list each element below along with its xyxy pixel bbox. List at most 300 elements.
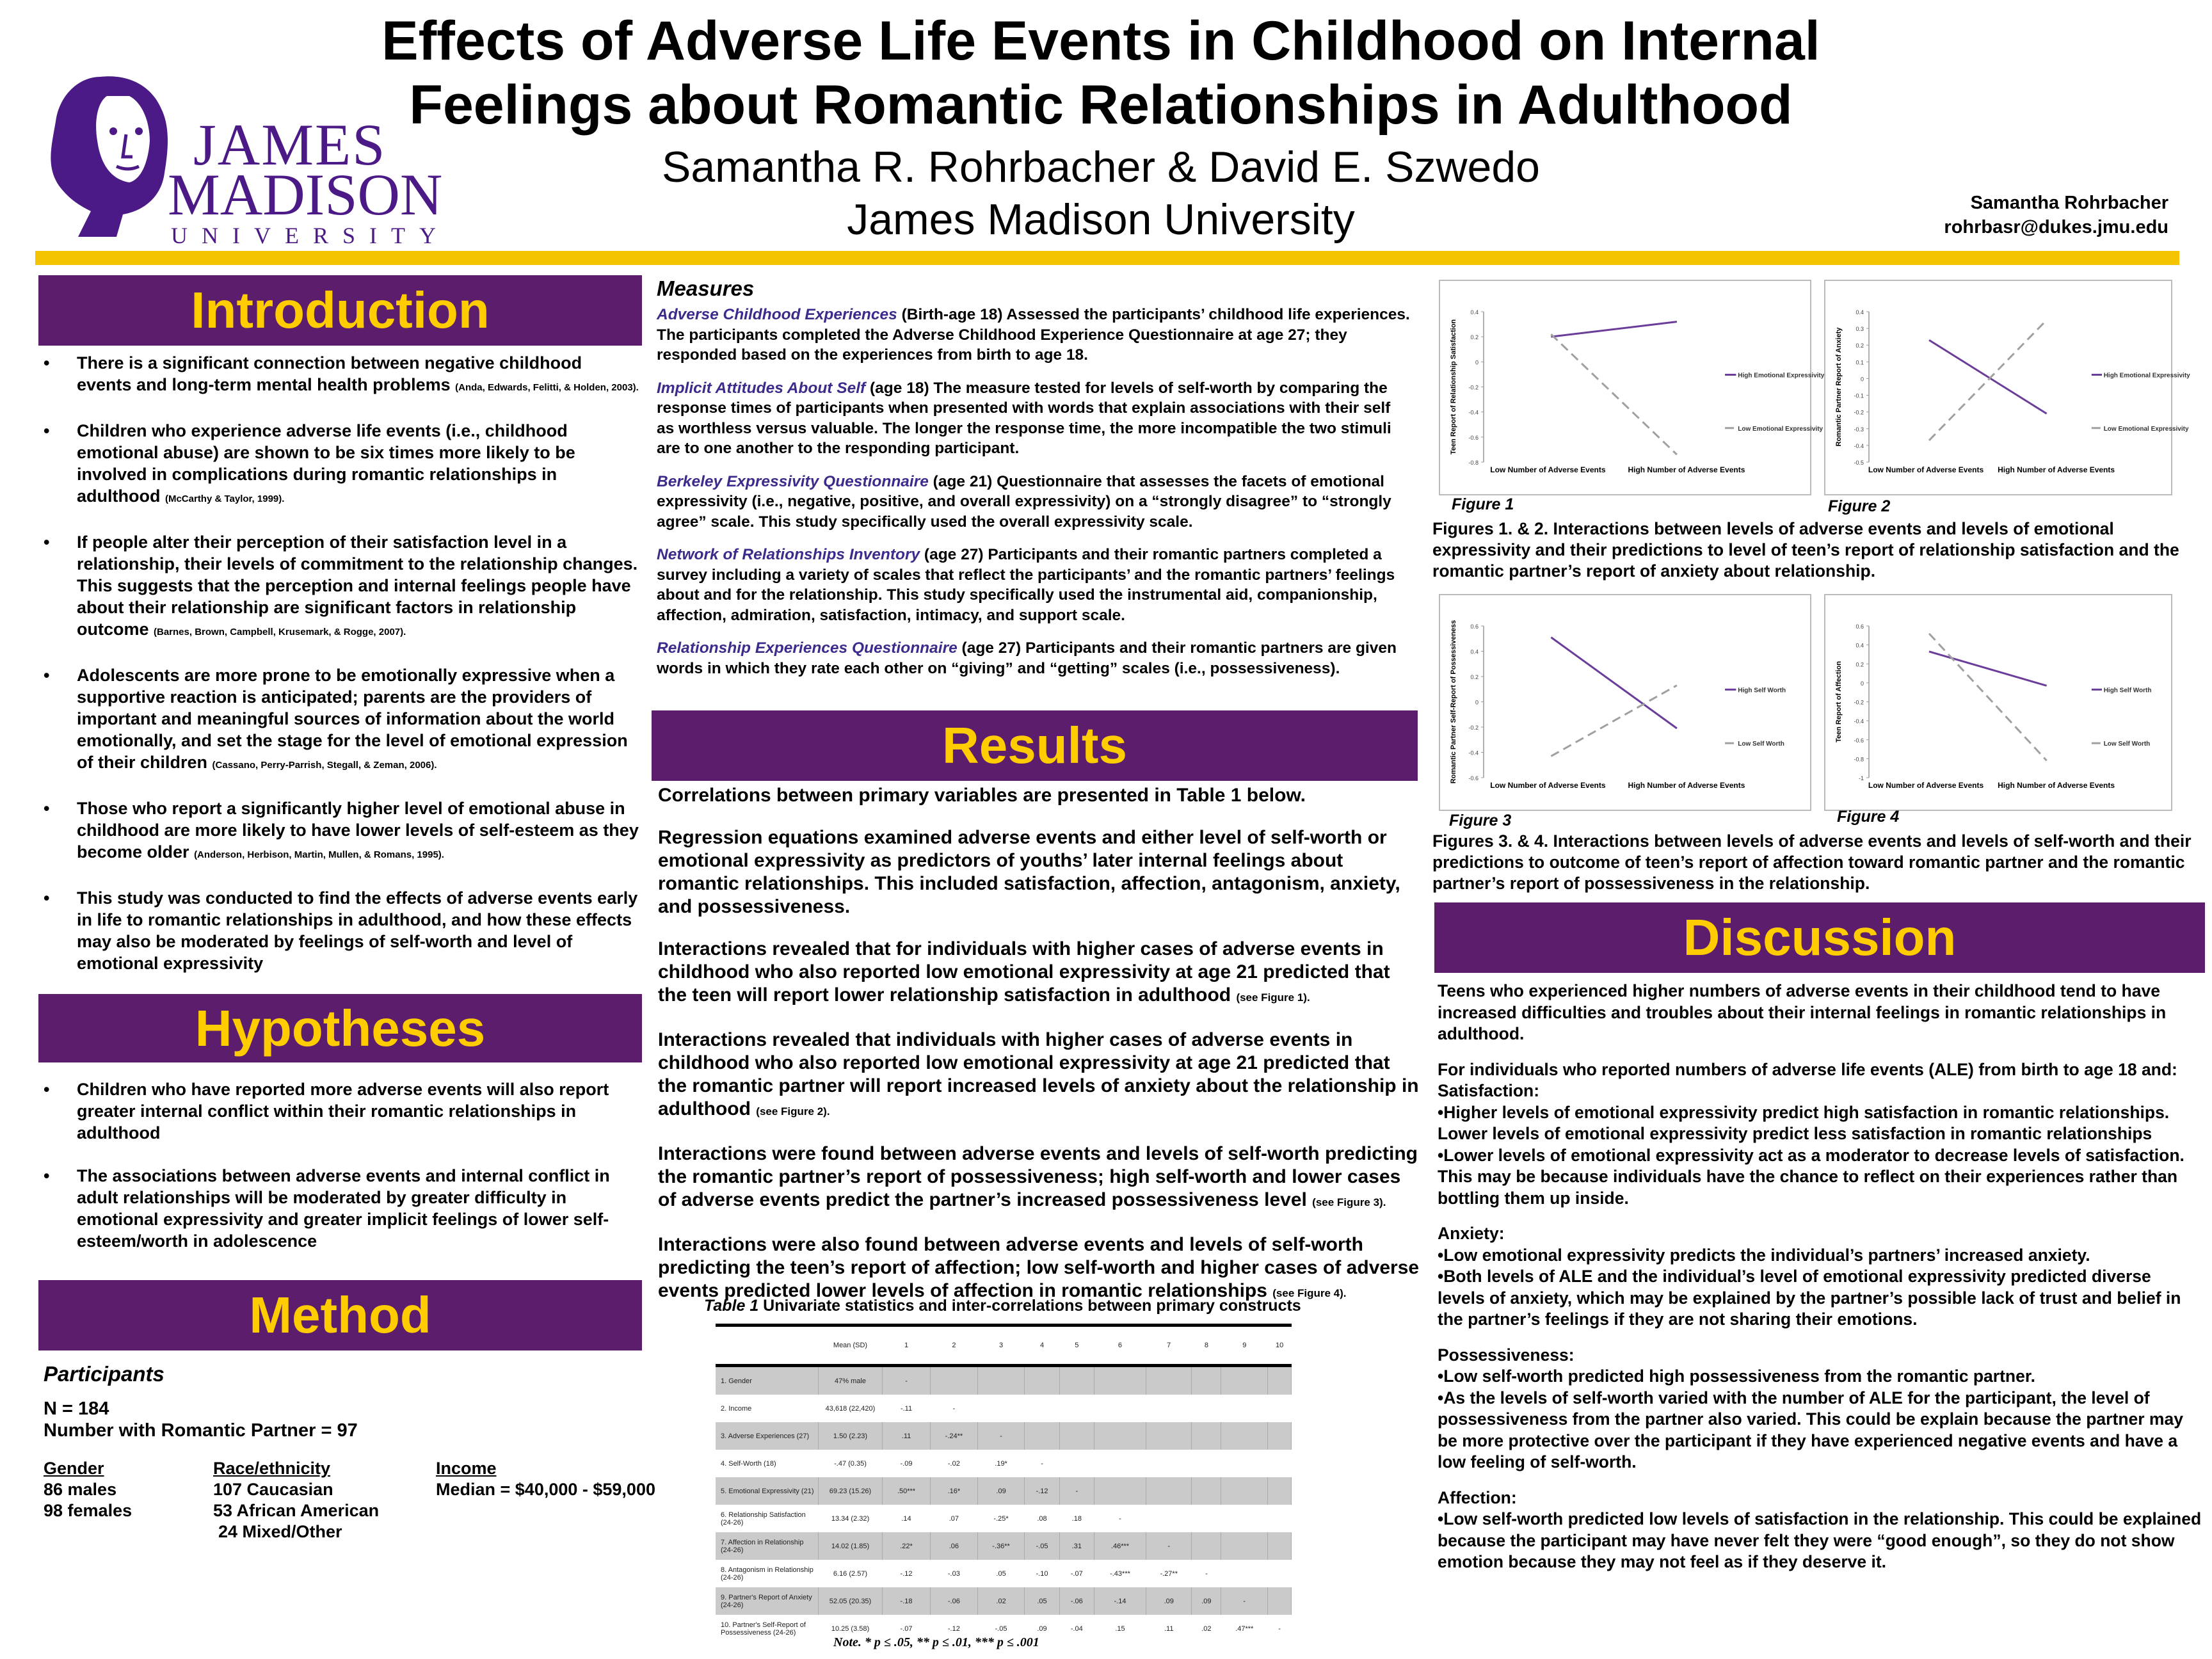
discussion-line: •Higher levels of emotional expressivity predict high satisfaction in romantic relationships. Lower levels of emotional expressivity predict less satisfaction in romantic relationships: [1438, 1102, 2170, 1143]
hypothesis-item: [38, 1078, 627, 1144]
participants-partner: Number with Romantic Partner = 97: [44, 1420, 358, 1441]
table-cell: [977, 1395, 1025, 1422]
measure-item: [657, 545, 1412, 625]
citation: (Anderson, Herbison, Martin, Mullen, & Romans, 1995).: [194, 849, 444, 860]
table-cell: -: [1205, 1569, 1208, 1578]
table-cell: .09: [1146, 1587, 1192, 1615]
citation: (Cassano, Perry-Parrish, Stegall, & Zeman, 2006).: [212, 760, 437, 771]
table-header-row: [716, 1327, 1292, 1366]
method-heading-text: Method: [249, 1286, 431, 1343]
table-caption: [704, 1297, 1301, 1315]
y-axis-label: Romantic Partner Report of Anxiety: [1835, 327, 1843, 447]
table-cell: .07: [949, 1514, 959, 1523]
introduction-bullet: [38, 797, 640, 866]
measures-heading: Measures: [657, 276, 755, 300]
table-header-cell: Mean (SD): [819, 1327, 883, 1366]
table-caption-text: Univariate statistics and inter-correlations between primary constructs: [758, 1297, 1301, 1315]
table-cell: -.05: [995, 1624, 1007, 1633]
table-cell: -: [883, 1366, 931, 1395]
table-cell: [1025, 1395, 1059, 1422]
table-row-label: 7. Affection in Relationship (24-26): [716, 1532, 819, 1560]
figure-3-chart: [1439, 594, 1811, 811]
y-tick-label: 0: [1860, 680, 1864, 687]
table-cell: [1268, 1395, 1292, 1422]
table-cell-mean: 47% male: [819, 1366, 883, 1395]
table-cell: .18: [1071, 1514, 1082, 1523]
table-cell: [1059, 1422, 1094, 1450]
table-row: [716, 1422, 1292, 1450]
table-row: [716, 1366, 1292, 1395]
y-tick-label: -0.4: [1468, 749, 1479, 757]
discussion-block: [1438, 1487, 2202, 1573]
table-cell: .09: [1192, 1587, 1221, 1615]
measure-name: Adverse Childhood Experiences: [657, 306, 897, 323]
table-cell: .05: [1025, 1587, 1059, 1615]
series-line-high: [1929, 652, 2047, 685]
table-header-cell: 4: [1025, 1327, 1059, 1366]
measures-section: [657, 276, 1412, 691]
measure-name: Network of Relationships Inventory: [657, 546, 920, 563]
bullet-text: There is a significant connection between negative childhood events and long-term mental health problems: [77, 353, 582, 394]
series-line-high: [1551, 322, 1677, 337]
measure-name: Relationship Experiences Questionnaire: [657, 639, 958, 657]
table-row: [716, 1587, 1292, 1615]
y-axis-label: Teen Report of Relationship Satisfaction: [1450, 319, 1457, 455]
introduction-heading: [38, 275, 642, 346]
y-tick-label: 0.6: [1470, 623, 1479, 630]
income-value: Median = $40,000 - $59,000: [436, 1480, 655, 1499]
measure-description: (age 27) Participants and their romantic partners are given words in which they rate each other on “giving” and “getting” scales (i.e., possessiveness).: [657, 639, 1397, 677]
race-block: [213, 1458, 379, 1543]
table-cell: [1268, 1560, 1292, 1587]
bullet-text: Those who report a significantly higher level of emotional abuse in childhood are more likely to have lower levels of self-esteem as they become older: [77, 799, 639, 862]
table-row-label: 2. Income: [721, 1404, 752, 1413]
table-cell-mean: -.47 (0.35): [834, 1459, 867, 1468]
race-item: 24 Mixed/Other: [218, 1522, 342, 1541]
table-cell: -.43***: [1110, 1569, 1130, 1578]
introduction-bullet: [38, 531, 640, 643]
race-label: Race/ethnicity: [213, 1459, 331, 1478]
table-note: Note. * p ≤ .05, ** p ≤ .01, *** p ≤ .001: [833, 1635, 1039, 1649]
method-heading: [38, 1280, 642, 1350]
table-row: [716, 1450, 1292, 1477]
table-cell: [1221, 1560, 1268, 1587]
y-tick-label: -0.8: [1468, 460, 1479, 466]
table-cell: .08: [1037, 1514, 1047, 1523]
table-cell: [1192, 1395, 1221, 1422]
table-header-cell: 2: [931, 1327, 978, 1366]
table-cell: [977, 1366, 1025, 1395]
discussion-block: [1438, 1345, 2202, 1473]
x-category-label: Low Number of Adverse Events: [1490, 465, 1606, 474]
table-cell: [931, 1366, 978, 1395]
table-cell: .15: [1115, 1624, 1125, 1633]
y-tick-label: -1: [1858, 775, 1864, 781]
table-cell: .19*: [995, 1459, 1007, 1468]
table-cell: [1059, 1450, 1094, 1477]
figure-reference: (see Figure 3).: [1312, 1196, 1386, 1208]
measure-item: [657, 638, 1412, 678]
y-tick-label: 0.2: [1855, 661, 1864, 668]
y-axis-label: Teen Report of Affection: [1835, 661, 1843, 743]
table-cell: -.03: [947, 1569, 960, 1578]
table-cell: .06: [931, 1532, 978, 1560]
logo-madison: MADISON: [168, 162, 443, 227]
table-cell: [1146, 1450, 1192, 1477]
table-cell: -.12: [900, 1569, 913, 1578]
legend-label: Low Self Worth: [1738, 741, 1784, 748]
correlation-table: [716, 1324, 1292, 1642]
series-line-low: [1551, 334, 1677, 454]
contact-email[interactable]: rohrbasr@dukes.jmu.edu: [1944, 217, 2168, 237]
introduction-heading-text: Introduction: [191, 282, 490, 339]
table-cell: .11: [1164, 1624, 1174, 1633]
table-cell-mean: 10.25 (3.58): [831, 1624, 870, 1633]
title-line-1: Effects of Adverse Life Events in Childhood on Internal: [381, 10, 1820, 72]
discussion-line: •Lower levels of emotional expressivity act as a moderator to decrease levels of satisfaction. This may be because individuals have the chance to reflect on their experiences rather than bottling them up inside.: [1438, 1145, 2184, 1208]
table-row-label: 1. Gender: [716, 1366, 819, 1395]
table-row-label: 4. Self-Worth (18): [721, 1459, 776, 1468]
series-line-high: [1551, 637, 1677, 728]
table-cell: -.09: [900, 1459, 913, 1468]
table-cell: [1221, 1505, 1268, 1532]
table-cell: -.27**: [1160, 1569, 1178, 1578]
y-tick-label: 0.2: [1470, 334, 1479, 341]
y-tick-label: -0.4: [1468, 409, 1479, 416]
y-tick-label: 0: [1475, 699, 1479, 706]
table-cell: [1192, 1366, 1221, 1395]
x-category-label: Low Number of Adverse Events: [1868, 465, 1984, 474]
hypothesis-text: Children who have reported more adverse events will also report greater internal conflict within their romantic relationships in adulthood: [77, 1080, 609, 1142]
table-row-label: 3. Adverse Experiences (27): [716, 1422, 819, 1450]
legend-label: High Emotional Expressivity: [1738, 372, 1825, 380]
legend-label: High Self Worth: [2103, 687, 2152, 694]
table-cell: [1221, 1532, 1268, 1560]
table-cell: [1221, 1450, 1268, 1477]
hypothesis-item: [38, 1165, 627, 1252]
gender-block: [44, 1458, 132, 1521]
y-tick-label: -0.4: [1854, 718, 1864, 725]
table-cell: [1192, 1505, 1221, 1532]
table-cell: .05: [996, 1569, 1006, 1578]
y-axis-label: Romantic Partner Self-Report of Possessiveness: [1450, 620, 1457, 784]
table-cell: [1025, 1422, 1059, 1450]
table-cell: [1268, 1587, 1292, 1615]
title-line-2: Feelings about Romantic Relationships in Adulthood: [409, 74, 1793, 136]
table-cell-mean: 13.34 (2.32): [831, 1514, 870, 1523]
y-tick-label: 0.3: [1855, 326, 1864, 333]
legend-label: Low Emotional Expressivity: [1738, 425, 1823, 433]
x-category-label: Low Number of Adverse Events: [1868, 781, 1984, 790]
table-cell: .22*: [883, 1532, 931, 1560]
introduction-bullet: [38, 420, 640, 510]
table-cell: [1146, 1477, 1192, 1505]
table-cell-mean: 14.02 (1.85): [819, 1532, 883, 1560]
discussion-line: Possessiveness:: [1438, 1345, 1575, 1365]
y-tick-label: 0.4: [1855, 309, 1864, 316]
affiliation: James Madison University: [847, 195, 1355, 244]
discussion-line: •Low self-worth predicted low levels of satisfaction in the relationship. This could be explained because the participant may have never felt they were “good enough”, so they do not show emotion because they may not feel as if they deserve it.: [1438, 1509, 2202, 1571]
table-cell: [1094, 1422, 1146, 1450]
y-tick-label: 0.4: [1470, 648, 1479, 655]
table-cell: -.24**: [931, 1422, 978, 1450]
table-cell-mean: 43,618 (22,420): [825, 1404, 876, 1413]
series-line-low: [1929, 634, 2047, 760]
series-line-high: [1929, 340, 2047, 413]
measure-description: (age 27) Participants and their romantic partners completed a survey including a variety of scales that reflect the participants’ and the romantic partners’ feelings about and for the relationship. This study specifically used the instrumental aid, companionship, affection, admiration, satisfaction, intimacy, and support scale.: [657, 546, 1395, 624]
y-tick-label: -0.2: [1468, 725, 1479, 731]
gender-females: 98 females: [44, 1501, 132, 1520]
y-tick-label: -0.2: [1854, 409, 1864, 416]
hypotheses-heading-text: Hypotheses: [195, 1000, 486, 1057]
table-cell-mean: 52.05 (20.35): [819, 1587, 883, 1615]
table-cell-mean: 6.16 (2.57): [833, 1569, 868, 1578]
table-cell: [1192, 1532, 1221, 1560]
citation: (McCarthy & Taylor, 1999).: [164, 493, 285, 504]
logo-james: JAMES: [193, 112, 387, 177]
table-header-cell: 6: [1094, 1327, 1146, 1366]
discussion-line: Anxiety:: [1438, 1224, 1505, 1243]
table-cell: [1221, 1422, 1268, 1450]
table-cell-mean: 69.23 (15.26): [819, 1477, 883, 1505]
table-cell: -.10: [1036, 1569, 1048, 1578]
y-tick-label: -0.6: [1468, 434, 1479, 441]
y-tick-label: -0.1: [1854, 392, 1864, 399]
results-text: Interactions were also found between adverse events and levels of self-worth predicting the teen’s report of affection; low self-worth and higher cases of adverse events predicted lower levels of affection in romantic relationships: [658, 1234, 1420, 1301]
table-header-cell: 10: [1268, 1327, 1292, 1366]
y-tick-label: 0: [1860, 376, 1864, 383]
table-row-label: 5. Emotional Expressivity (21): [716, 1477, 819, 1505]
measures-list: [657, 305, 1412, 678]
table-cell: [1146, 1395, 1192, 1422]
table-row-label: 9. Partner's Report of Anxiety (24-26): [716, 1587, 819, 1615]
race-item: 53 African American: [213, 1501, 380, 1520]
y-tick-label: -0.3: [1854, 426, 1864, 433]
table-cell: [1268, 1477, 1292, 1505]
y-tick-label: 0.4: [1470, 309, 1479, 316]
table-cell: .09: [977, 1477, 1025, 1505]
results-paragraph: [658, 938, 1421, 1009]
table-cell: [1221, 1477, 1268, 1505]
table-cell: -.14: [1094, 1587, 1146, 1615]
table-cell: [1094, 1477, 1146, 1505]
table-header-cell: 3: [977, 1327, 1025, 1366]
table-cell: -.18: [883, 1587, 931, 1615]
results-text: Interactions were found between adverse events and levels of self-worth predicting the romantic partner’s report of possessiveness; high self-worth and lower cases of adverse events predict the partner’s increased possessiveness level: [658, 1143, 1418, 1210]
results-text: Interactions revealed that for individuals with higher cases of adverse events in childhood who also reported low emotional expressivity at age 21 predicted that the teen will report lower relationship satisfaction in adulthood: [658, 938, 1390, 1006]
discussion-line: For individuals who reported numbers of adverse life events (ALE) from birth to age 18 and:: [1438, 1059, 2177, 1079]
table-caption-label: Table 1: [704, 1297, 759, 1315]
hypotheses-heading: [38, 994, 642, 1062]
table-cell: [1192, 1477, 1221, 1505]
income-block: [436, 1458, 655, 1500]
table-cell: -.12: [1025, 1477, 1059, 1505]
table-cell: [1268, 1450, 1292, 1477]
header-divider: [35, 251, 2179, 265]
table-cell: -: [1278, 1624, 1281, 1633]
discussion-line: •As the levels of self-worth varied with the number of ALE for the participant, the level of possessiveness from the partner also varied. This could be explain because the partner may be more protective over the participant if they have experienced negative events and have a low feeling of self-worth.: [1438, 1388, 2183, 1471]
table-cell: .16*: [931, 1477, 978, 1505]
method-participants: [44, 1363, 684, 1548]
introduction-bullet: [38, 887, 640, 974]
gender-label: Gender: [44, 1459, 104, 1478]
y-tick-label: -0.2: [1854, 699, 1864, 706]
table-cell: [1094, 1450, 1146, 1477]
figure-2-chart: [1824, 280, 2190, 495]
discussion-block: [1438, 1223, 2202, 1331]
income-label: Income: [436, 1459, 497, 1478]
x-category-label: High Number of Adverse Events: [1628, 781, 1745, 790]
results-paragraph: [658, 826, 1421, 918]
table-cell: [1094, 1395, 1146, 1422]
discussion-heading: [1434, 902, 2205, 973]
discussion-text: [1438, 981, 2202, 1587]
measure-item: [657, 305, 1412, 365]
contact-name: Samantha Rohrbacher: [1970, 193, 2168, 213]
table-cell: [1192, 1450, 1221, 1477]
table-cell: [1268, 1366, 1292, 1395]
series-line-low: [1551, 685, 1677, 757]
table-cell: .11: [883, 1422, 931, 1450]
measure-name: Implicit Attitudes About Self: [657, 379, 866, 397]
introduction-bullet: [38, 664, 640, 776]
results-text: [658, 784, 1421, 1324]
citation: (Barnes, Brown, Campbell, Krusemark, & Rogge, 2007).: [154, 627, 406, 637]
bullet-text: Adolescents are more prone to be emotionally expressive when a supportive reaction is anticipated; parents are the providers of important and meaningful sources of information about the world emotionally, and set the stage for the level of emotional expression of their children: [77, 666, 628, 772]
table-cell-mean: 1.50 (2.23): [819, 1422, 883, 1450]
table-cell: -.02: [947, 1459, 960, 1468]
table-cell: -: [1221, 1587, 1268, 1615]
results-text: Interactions revealed that individuals with higher cases of adverse events in childhood who also reported low emotional expressivity at age 21 predicted that the romantic partner will report increased levels of anxiety about the relationship in adulthood: [658, 1029, 1419, 1119]
table-cell: -.07: [1070, 1569, 1083, 1578]
table-cell: .31: [1059, 1532, 1094, 1560]
table-row: [716, 1477, 1292, 1505]
bullet-text: If people alter their perception of their satisfaction level in a relationship, their levels of commitment to the relationship changes. This suggests that the perception and internal feelings people have about their relationship are significant factors in relationship outcome: [77, 533, 638, 639]
table-cell: [1192, 1422, 1221, 1450]
table-cell: [1268, 1505, 1292, 1532]
results-heading-text: Results: [942, 717, 1127, 774]
table-cell: [1268, 1422, 1292, 1450]
gender-males: 86 males: [44, 1480, 117, 1499]
table-cell: .09: [1037, 1624, 1047, 1633]
contact-info: [1944, 191, 2168, 239]
y-tick-label: 0.2: [1470, 674, 1479, 680]
results-paragraph: [658, 1142, 1421, 1214]
y-tick-label: -0.5: [1854, 460, 1864, 466]
figure-4-chart: [1824, 594, 2172, 811]
participants-n: N = 184: [44, 1399, 109, 1419]
hypothesis-text: The associations between adverse events and internal conflict in adult relationships will be moderated by greater difficulty in emotional expressivity and greater implicit feelings of lower self-esteem/worth in adolescence: [77, 1166, 610, 1251]
table-header-cell: 8: [1192, 1327, 1221, 1366]
table-cell: .50***: [883, 1477, 931, 1505]
results-heading: [652, 710, 1418, 781]
table-cell: -.06: [1059, 1587, 1094, 1615]
figures-3-4-caption: Figures 3. & 4. Interactions between levels of adverse events and levels of self-worth and their predictions to outcome of teen’s report of affection toward romantic partner and the romantic partner’s report of possessiveness in the relationship.: [1432, 831, 2192, 893]
table-row: [716, 1505, 1292, 1532]
discussion-line: •Low self-worth predicted high possessiveness from the romantic partner.: [1438, 1366, 2036, 1386]
table-cell: -: [1059, 1477, 1094, 1505]
citation: (Anda, Edwards, Felitti, & Holden, 2003).: [455, 382, 639, 393]
discussion-block: [1438, 981, 2202, 1045]
authors: Samantha R. Rohrbacher & David E. Szwedo: [661, 143, 1541, 191]
y-tick-label: -0.6: [1854, 737, 1864, 744]
introduction-bullet: [38, 352, 640, 399]
figure-reference: (see Figure 2).: [756, 1105, 830, 1118]
table-cell: -: [977, 1422, 1025, 1450]
race-item: 107 Caucasian: [213, 1480, 333, 1499]
table-cell: -.07: [900, 1624, 913, 1633]
legend-label: Low Emotional Expressivity: [2103, 425, 2189, 433]
table-cell: [1146, 1422, 1192, 1450]
table-cell: -: [1146, 1532, 1192, 1560]
table-cell: .47***: [1235, 1624, 1254, 1633]
table-header-cell: [716, 1327, 819, 1366]
table-row: [716, 1395, 1292, 1422]
x-category-label: High Number of Adverse Events: [1628, 465, 1745, 474]
measure-description: (age 21) Questionnaire that assesses the facets of emotional expressivity (i.e., negative, positive, and overall expressivity) on a “strongly disagree” to “strongly agree” scale. This study specifically used the overall expressivity scale.: [657, 472, 1391, 531]
bullet-text: This study was conducted to find the effects of adverse events early in life to romantic relationships in adulthood, and how these effects may also be moderated by feelings of self-worth and level of emotional expressivity: [77, 888, 638, 973]
table-cell: [1059, 1366, 1094, 1395]
table-cell: -.06: [931, 1587, 978, 1615]
table-row-label: 8. Antagonism in Relationship (24-26): [721, 1566, 813, 1582]
measure-item: [657, 472, 1412, 533]
x-category-label: Low Number of Adverse Events: [1490, 781, 1606, 790]
table-cell: -.11: [900, 1404, 913, 1413]
series-line-low: [1929, 320, 2047, 440]
table-header-cell: 1: [883, 1327, 931, 1366]
table-cell: -.36**: [977, 1532, 1025, 1560]
y-tick-label: 0.6: [1855, 623, 1864, 630]
logo-university: UNIVERSITY: [171, 223, 450, 248]
table-row: [716, 1532, 1292, 1560]
discussion-heading-text: Discussion: [1683, 909, 1957, 966]
table-cell: .46***: [1094, 1532, 1146, 1560]
results-paragraph: [658, 1233, 1421, 1305]
discussion-line: Affection:: [1438, 1487, 1517, 1507]
table-header-cell: 5: [1059, 1327, 1094, 1366]
demographics: [44, 1458, 684, 1548]
figures-1-2-caption: Figures 1. & 2. Interactions between levels of adverse events and levels of emotional expressivity and their predictions to level of teen’s report of relationship satisfaction and the romantic partner’s report of anxiety about relationship.: [1432, 519, 2179, 581]
introduction-bullets: [38, 352, 640, 995]
table-cell: -: [1041, 1459, 1043, 1468]
figure-4-label: Figure 4: [1837, 808, 1900, 826]
table-cell: [1146, 1505, 1192, 1532]
results-paragraph: [658, 1029, 1421, 1123]
figure-reference: (see Figure 1).: [1236, 991, 1310, 1004]
y-tick-label: -0.8: [1854, 756, 1864, 763]
figure-3-label: Figure 3: [1449, 812, 1512, 830]
y-tick-label: 0.4: [1855, 642, 1864, 649]
discussion-line: •Both levels of ALE and the individual’s level of emotional expressivity predicted diverse levels of anxiety, which may be explained by the partner’s possible lack of trust and belief in the partner’s feelings if they are not sharing their emotions.: [1438, 1267, 2181, 1329]
table-cell: [1094, 1366, 1146, 1395]
table-cell: -: [952, 1404, 956, 1413]
hypotheses-bullets: [38, 1078, 627, 1273]
results-paragraph: [658, 784, 1421, 807]
table-header-cell: 7: [1146, 1327, 1192, 1366]
results-text: Correlations between primary variables are presented in Table 1 below.: [658, 785, 1306, 806]
measure-description: (age 18) The measure tested for levels of self-worth by comparing the response times of participants when presented with words that explain associations with their self as worthless versus valuable. The longer the response time, the more incompatible the two stimuli are to one another to the responding participant.: [657, 379, 1391, 457]
legend-label: High Self Worth: [1738, 687, 1786, 694]
measure-item: [657, 378, 1412, 459]
table-cell: [1059, 1395, 1094, 1422]
table-cell: [1268, 1532, 1292, 1560]
table-cell: -.12: [947, 1624, 960, 1633]
y-tick-label: -0.2: [1468, 384, 1479, 391]
table-cell: -.25*: [993, 1514, 1009, 1523]
y-tick-label: -0.4: [1854, 442, 1864, 449]
legend-label: Low Self Worth: [2103, 741, 2151, 748]
table-cell: .14: [901, 1514, 911, 1523]
